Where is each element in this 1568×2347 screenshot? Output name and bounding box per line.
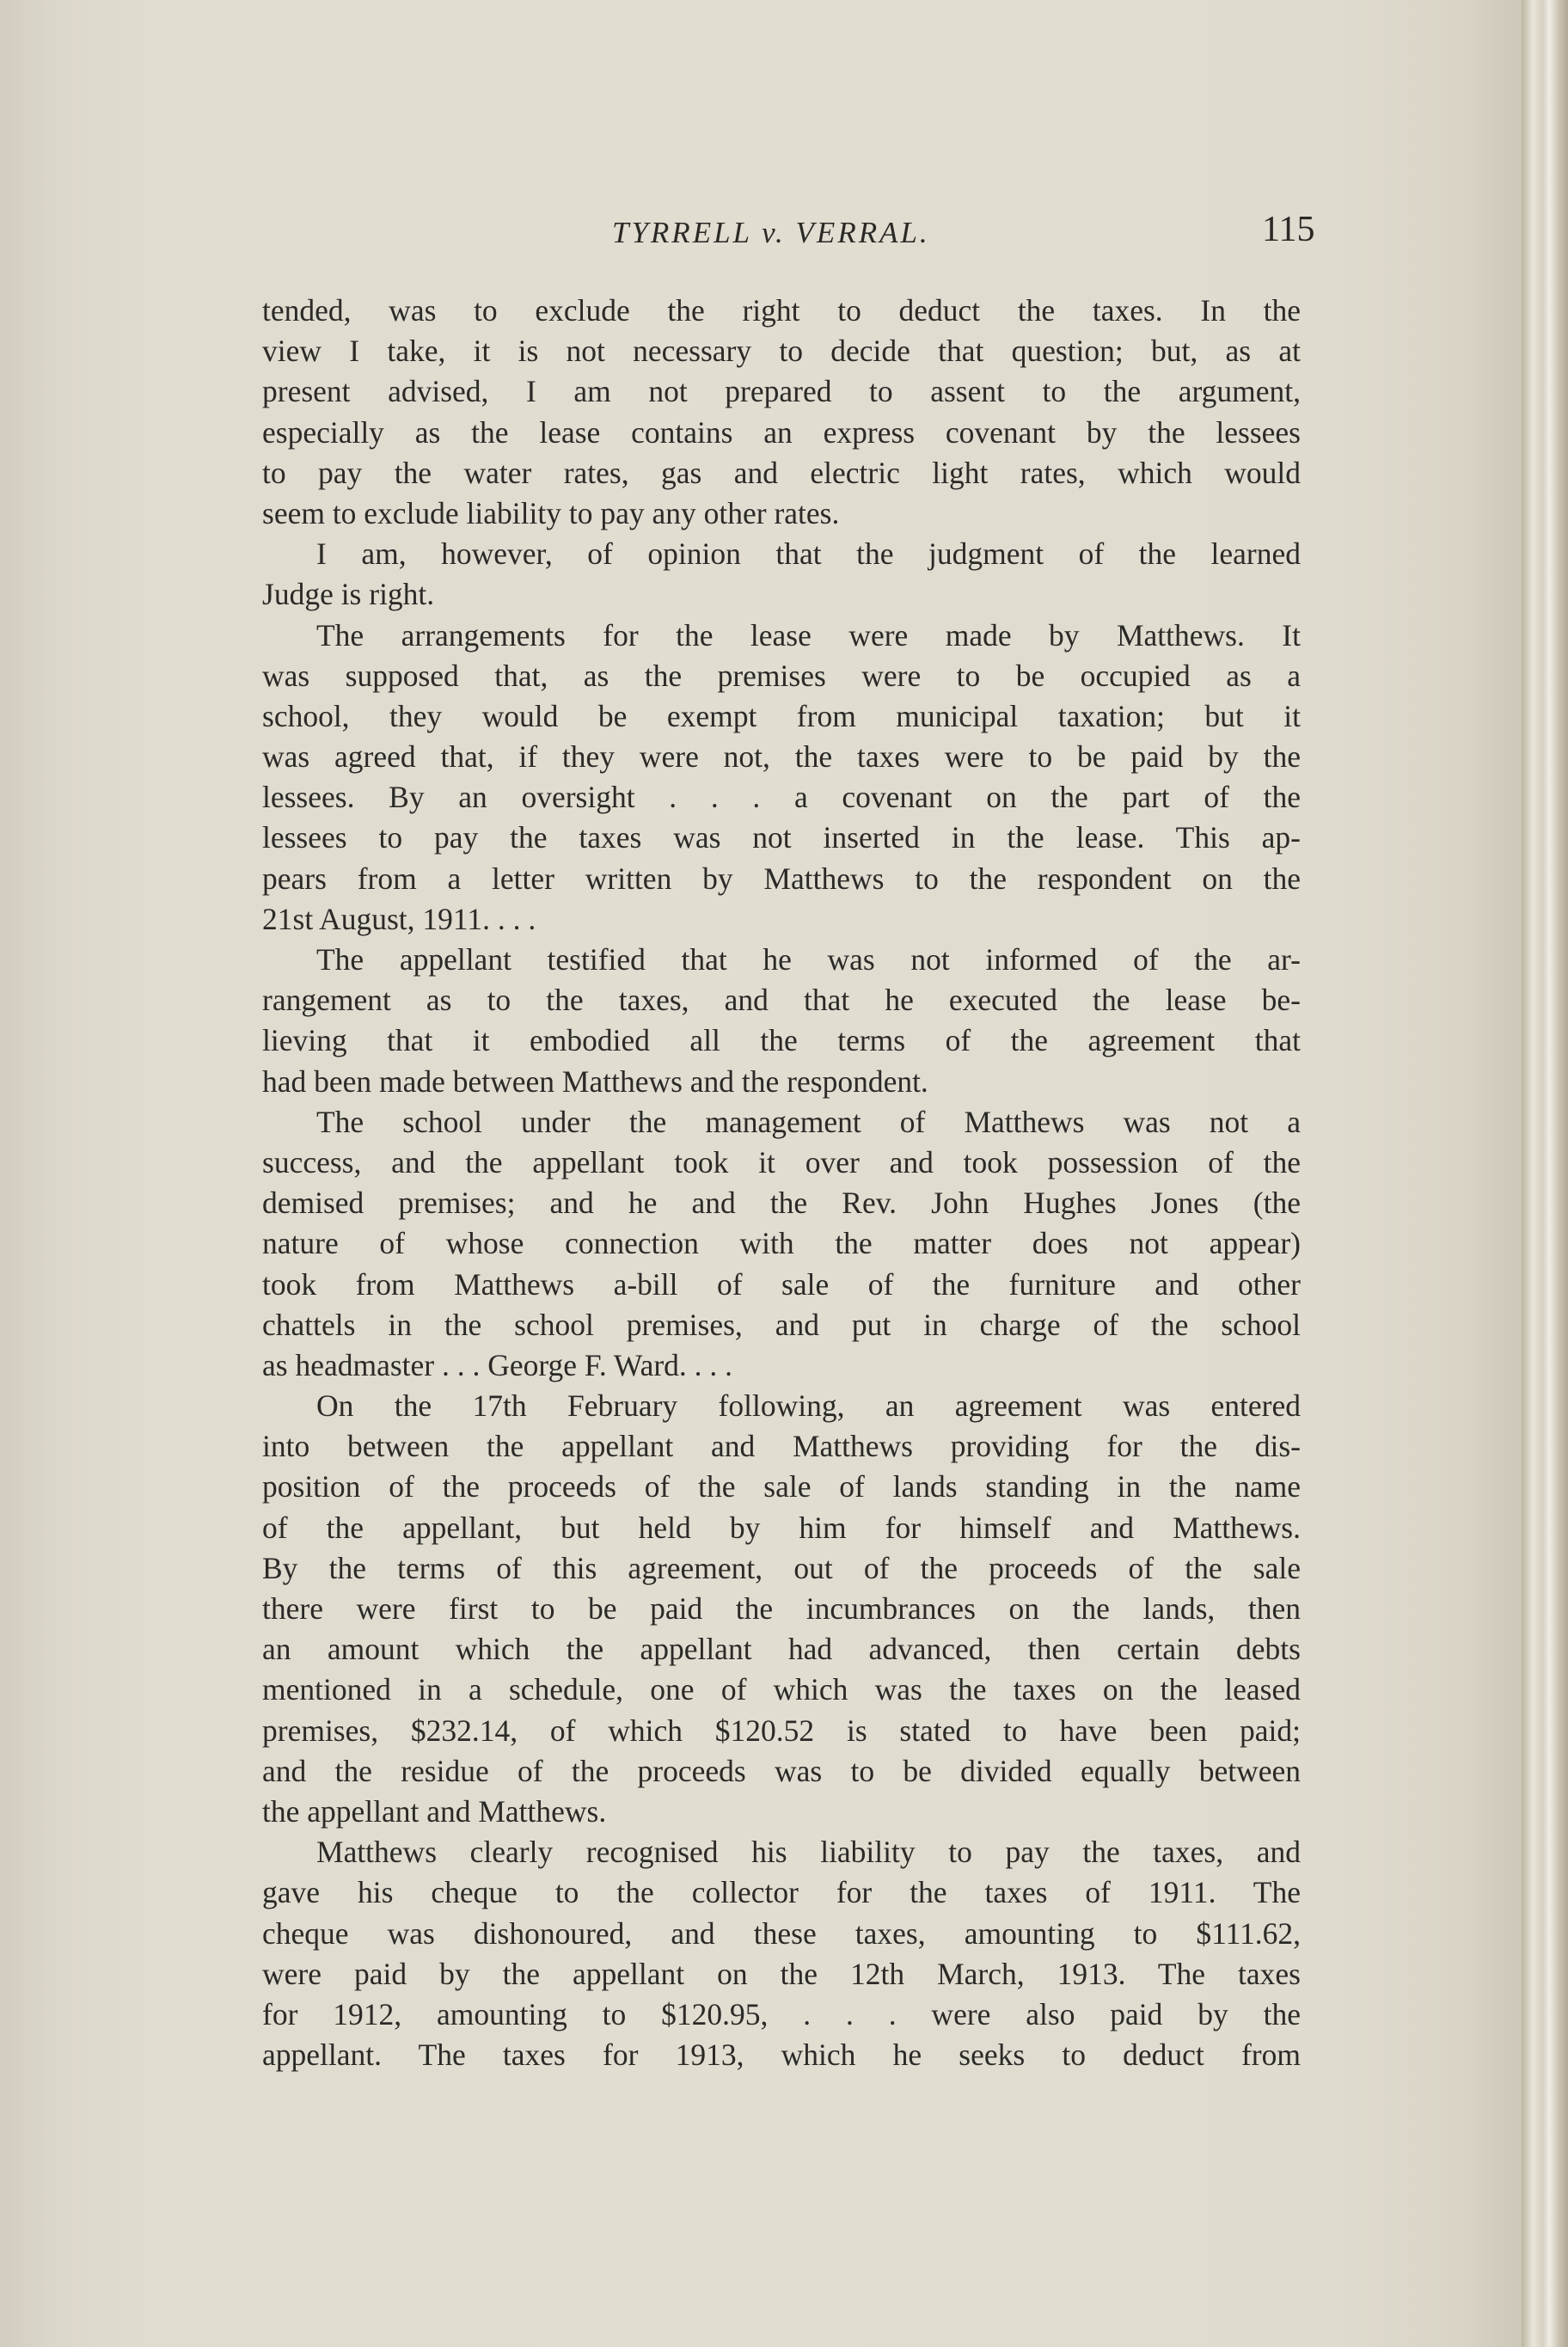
- text-line: The appellant testified that he was not informed of the ar-: [316, 942, 1301, 977]
- text-line: success, and the appellant took it over and took possession of the: [262, 1144, 1301, 1180]
- text-line: took from Matthews a-bill of sale of the furniture and other: [262, 1266, 1301, 1302]
- text-line: was agreed that, if they were not, the taxes were to be paid by the: [262, 739, 1301, 775]
- text-line: present advised, I am not prepared to assent to the argument,: [262, 374, 1301, 409]
- page-header: [0, 209, 1522, 260]
- text-line: view I take, it is not necessary to decide that question; but, as at: [262, 334, 1301, 369]
- paragraph: [262, 1832, 1301, 2075]
- text-line: tended, was to exclude the right to deduct the taxes. In the: [262, 293, 1301, 328]
- paragraph: [262, 1386, 1301, 1832]
- text-line: as headmaster . . . George F. Ward. . . .: [262, 1347, 733, 1382]
- paragraph: [262, 940, 1301, 1102]
- text-line: lieving that it embodied all the terms of the agreement that: [262, 1023, 1301, 1058]
- text-line: On the 17th February following, an agreement was entered: [316, 1388, 1301, 1424]
- text-line: seem to exclude liability to pay any other rates.: [262, 495, 840, 530]
- paragraph: [262, 1102, 1301, 1386]
- paragraph: [262, 291, 1301, 534]
- text-line: and the residue of the proceeds was to be divided equally between: [262, 1753, 1301, 1788]
- body-text: [262, 291, 1301, 2075]
- text-line: the appellant and Matthews.: [262, 1793, 607, 1829]
- text-line: for 1912, amounting to $120.95, . . . were also paid by the: [262, 1996, 1301, 2031]
- text-line: pears from a letter written by Matthews to the respondent on the: [262, 861, 1301, 896]
- text-line: By the terms of this agreement, out of the proceeds of the sale: [262, 1550, 1301, 1585]
- text-line: especially as the lease contains an express covenant by the lessees: [262, 414, 1301, 450]
- page-stack-edge: [1522, 0, 1568, 2347]
- text-line: an amount which the appellant had advanced, then certain debts: [262, 1632, 1301, 1667]
- text-line: chattels in the school premises, and put in charge of the school: [262, 1307, 1301, 1342]
- text-line: was supposed that, as the premises were to be occupied as a: [262, 658, 1301, 693]
- text-line: Matthews clearly recognised his liability to pay the taxes, and: [316, 1835, 1301, 1870]
- text-line: 21st August, 1911. . . .: [262, 901, 536, 936]
- text-line: cheque was dishonoured, and these taxes, amounting to $111.62,: [262, 1915, 1301, 1951]
- text-line: mentioned in a schedule, one of which was the taxes on the leased: [262, 1672, 1301, 1707]
- text-line: The arrangements for the lease were made by Matthews. It: [316, 617, 1301, 653]
- text-line: position of the proceeds of the sale of lands standing in the name: [262, 1469, 1301, 1504]
- text-line: gave his cheque to the collector for the taxes of 1911. The: [262, 1875, 1301, 1910]
- text-line: rangement as to the taxes, and that he executed the lease be-: [262, 983, 1301, 1018]
- running-title: TYRRELL v. VERRAL.: [612, 216, 930, 249]
- text-line: appellant. The taxes for 1913, which he seeks to deduct from: [262, 2038, 1301, 2073]
- text-line: Judge is right.: [262, 577, 435, 612]
- text-line: nature of whose connection with the matter does not appear): [262, 1226, 1301, 1261]
- text-line: I am, however, of opinion that the judgment of the learned: [316, 536, 1301, 572]
- text-line: demised premises; and he and the Rev. John Hughes Jones (the: [262, 1186, 1301, 1221]
- text-line: The school under the management of Matthews was not a: [316, 1104, 1301, 1139]
- text-line: into between the appellant and Matthews providing for the dis-: [262, 1429, 1301, 1464]
- text-line: of the appellant, but held by him for himself and Matthews.: [262, 1510, 1301, 1545]
- text-line: lessees to pay the taxes was not inserted in the lease. This ap-: [262, 820, 1301, 855]
- paragraph: [262, 616, 1301, 941]
- text-line: had been made between Matthews and the respondent.: [262, 1063, 928, 1099]
- text-line: to pay the water rates, gas and electric light rates, which would: [262, 455, 1301, 490]
- text-line: lessees. By an oversight . . . a covenant on the part of the: [262, 780, 1301, 815]
- text-line: premises, $232.14, of which $120.52 is stated to have been paid;: [262, 1713, 1301, 1748]
- text-line: school, they would be exempt from municipal taxation; but it: [262, 698, 1301, 733]
- text-line: there were first to be paid the incumbrances on the lands, then: [262, 1591, 1301, 1626]
- text-line: were paid by the appellant on the 12th March, 1913. The taxes: [262, 1956, 1301, 1991]
- page-number: 115: [1262, 210, 1315, 249]
- paragraph: [262, 534, 1301, 615]
